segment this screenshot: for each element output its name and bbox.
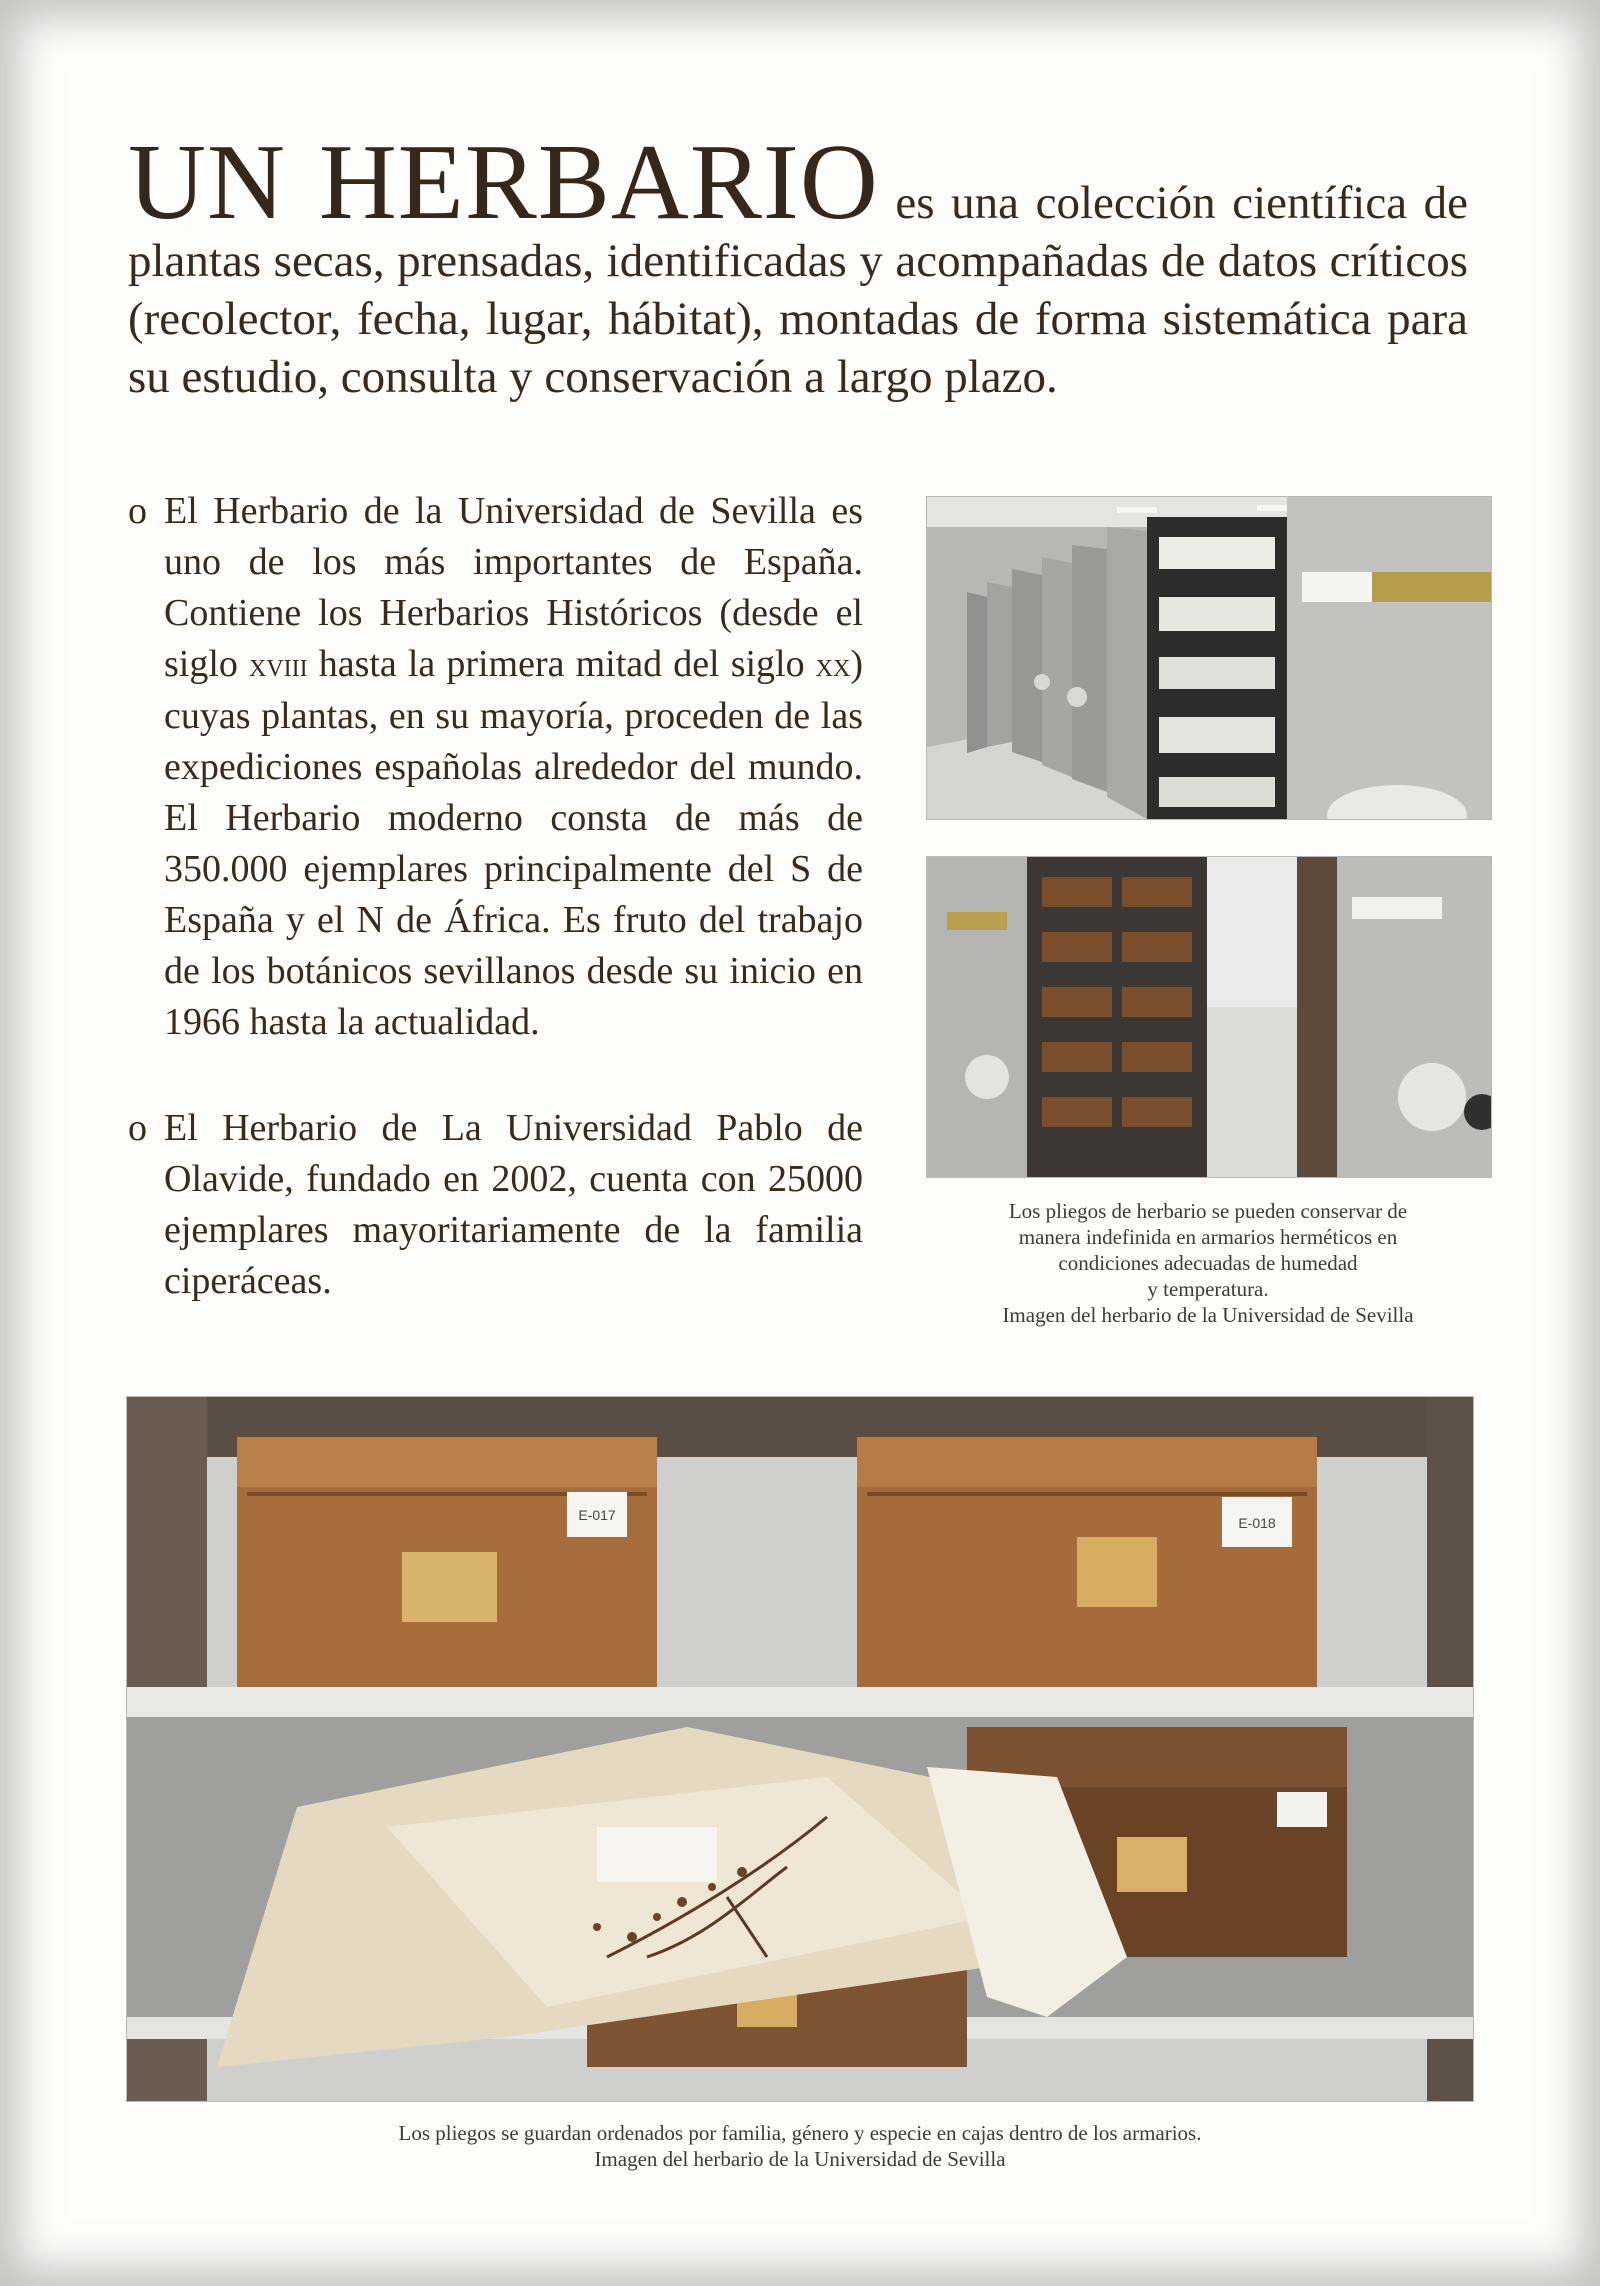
bullet-item-olavide xyxy=(128,1103,863,1307)
bullet-list xyxy=(128,486,863,1307)
photo-herbarium-boxes xyxy=(126,1396,1474,2102)
box-shelves-illustration xyxy=(927,857,1491,1177)
main-title: UN HERBARIO xyxy=(128,123,879,242)
century-numeral: xviii xyxy=(248,647,308,684)
caption-shelving xyxy=(920,1198,1496,1328)
bullet-text: hasta la primera mitad del siglo xyxy=(307,643,816,685)
bullet-item-sevilla xyxy=(128,486,863,1048)
caption-line: condiciones adecuadas de humedad xyxy=(1058,1251,1358,1275)
caption-boxes xyxy=(200,2120,1400,2172)
bullet-text: El Herbario de la Universidad de Sevilla es uno de los más importantes de España. Contiene los Herbarios Históricos (desde el siglo xyxy=(164,490,863,685)
caption-line: y temperatura. xyxy=(1147,1277,1269,1301)
bullet-marker: o xyxy=(128,1107,147,1149)
intro-text: es una colección científica de plantas secas, prensadas, identificadas y acompañadas de datos críticos (recolector, fecha, lugar, hábitat), montadas de forma sistemática para su estudio, consulta y conservación a largo plazo. xyxy=(128,177,1468,403)
boxes-illustration xyxy=(127,1397,1473,2101)
caption-line: manera indefinida en armarios herméticos en xyxy=(1018,1225,1398,1249)
caption-line: Los pliegos se guardan ordenados por familia, género y especie en cajas dentro de los armarios. xyxy=(398,2121,1202,2145)
bullet-text: El Herbario de La Universidad Pablo de Olavide, fundado en 2002, cuenta con 25000 ejemplares mayoritariamente de la familia ciperáceas. xyxy=(164,1107,863,1302)
caption-line: Imagen del herbario de la Universidad de Sevilla xyxy=(1002,1303,1414,1327)
bullet-marker: o xyxy=(128,490,147,532)
photo-compact-shelving xyxy=(926,496,1492,820)
box-label-right: E-018 xyxy=(1238,1515,1276,1531)
century-numeral: xx xyxy=(815,647,851,684)
caption-line: Imagen del herbario de la Universidad de Sevilla xyxy=(594,2147,1006,2171)
shelving-illustration xyxy=(927,497,1491,819)
box-label-left: E-017 xyxy=(578,1507,616,1523)
intro-paragraph xyxy=(128,123,1468,406)
caption-line: Los pliegos de herbario se pueden conservar de xyxy=(1008,1199,1408,1223)
bullet-text: ) cuyas plantas, en su mayoría, proceden de las expediciones españolas alrededor del mundo. El Herbario moderno consta de más de 350.000 ejemplares principalmente del S de España y el N de África. Es fruto del trabajo de los botánicos sevillanos desde su inicio en 1966 hasta la actualidad. xyxy=(164,643,863,1043)
photo-wooden-box-shelves xyxy=(926,856,1492,1178)
